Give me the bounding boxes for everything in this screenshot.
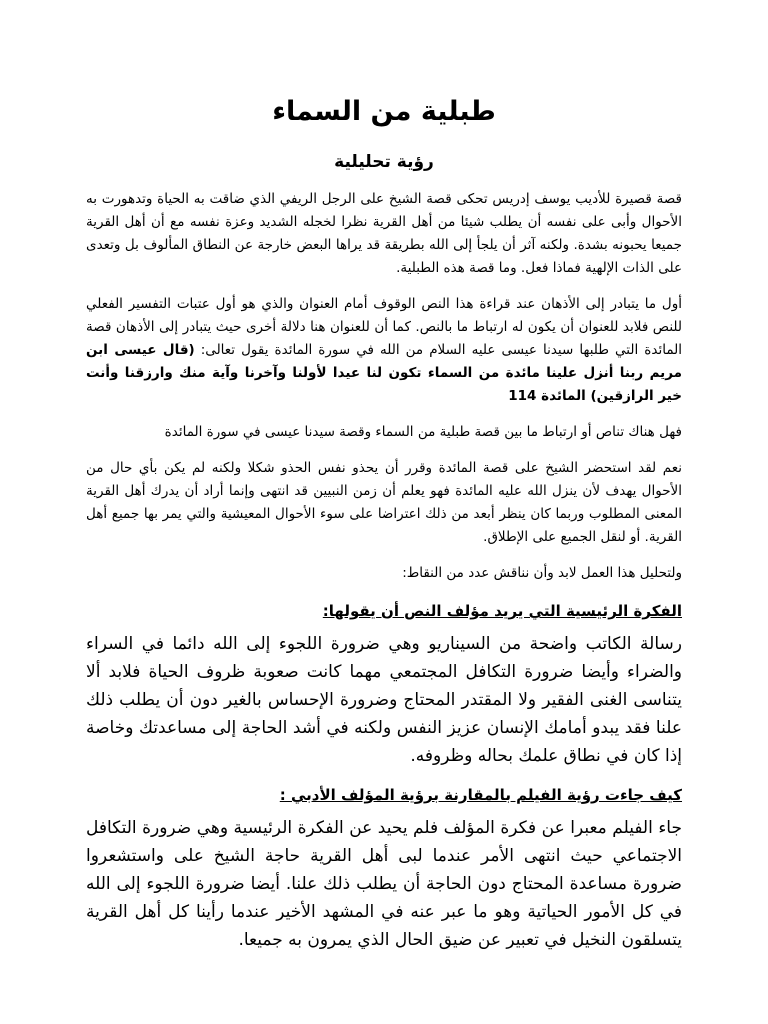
section-body-film-comparison: جاء الفيلم معبرا عن فكرة المؤلف فلم يحيد عن الفكرة الرئيسية وهي ضرورة التكافل الاجتماعي حيث انتهى الأمر عندما لبى أهل القرية حاجة الشيخ على واستشعروا ضرورة مساعدة المحتاج دون الحاجة أن يطلب ذلك علنا. أيضا ضرورة اللجوء إلى الله في كل الأمور الحياتية وهو ما عبر عنه في المشهد الأخير عندما رأينا كل أهل القرية يتسلقون النخيل في تعبير عن ضيق الحال الذي يمرون به جميعا. xyxy=(86,818,682,950)
analysis-intro: ولتحليل هذا العمل لابد وأن نناقش عدد من النقاط: xyxy=(402,565,682,581)
section-body-main-idea: رسالة الكاتب واضحة من السيناريو وهي ضرورة اللجوء إلى الله دائما في السراء والضراء وأيضا ضرورة التكافل المجتمعي مهما كانت صعوبة ظروف الحياة فلابد ألا يتناسى الغنى الفقير ولا المقتدر المحتاج وضرورة الإحساس بالغير دون أن يطلب ذلك علنا فقد يبدو أمامك الإنسان عزيز النفس ولكنه في أشد الحاجة إلى مساعدتك وخاصة إذا كان في نطاق علمك بحاله وظروفه. xyxy=(86,634,682,766)
quran-verse-quote: (قال عيسى ابن مريم ربنا أنزل علينا مائدة من السماء تكون لنا عيدا لأولنا وآخرنا وآية منك وارزقنا وأنت خير الرازقين) المائدة 114 xyxy=(86,342,682,404)
section-heading-film-comparison: كيف جاءت رؤية الفيلم بالمقارنة برؤية المؤلف الأدبي : xyxy=(279,786,682,804)
answer-paragraph: نعم لقد استحضر الشيخ على قصة المائدة وقرر أن يحذو نفس الحذو شكلا ولكنه لم يكن بأي حال من الأحوال يهدف لأن ينزل الله عليه المائدة فهو يعلم أن زمن النبيين قد انتهى وإنما أراد أن يدرك أهل القرية المعنى المطلوب وربما كان ينظر أبعد من ذلك اعتراضا على سوء الأحوال المعيشية والتي يمر بها جميع أهل القرية. أو لنقل الجميع على الإطلاق. xyxy=(86,460,682,545)
title-meaning-text: أول ما يتبادر إلى الأذهان عند قراءة هذا النص الوقوف أمام العنوان والذي هو أول عتبات التفسير الفعلي للنص فلابد للعنوان أن يكون له ارتباط ما بالنص. كما أن للعنوان هنا دلالة أخرى حيث يتبادر إلى الأذهان قصة المائدة التي طلبها سيدنا عيسى عليه السلام من الله في سورة المائدة يقول تعالى: xyxy=(86,296,682,358)
document-title: طبلية من السماء xyxy=(272,96,496,127)
intertext-question: فهل هناك تناص أو ارتباط ما بين قصة طبلية من السماء وقصة سيدنا عيسى في سورة المائدة xyxy=(164,424,682,440)
document-subtitle: رؤية تحليلية xyxy=(334,152,434,172)
section-heading-main-idea: الفكرة الرئيسية التي يريد مؤلف النص أن يقولها: xyxy=(322,602,682,620)
title-meaning-paragraph xyxy=(86,293,682,408)
intro-paragraph: قصة قصيرة للأديب يوسف إدريس تحكى قصة الشيخ على الرجل الريفي الذي ضاقت به الحياة وتدهورت به الأحوال وأبى على نفسه أن يطلب شيئا من أهل القرية نظرا لخجله الشديد وعزة نفسه مع أن أهل القرية جميعا يحبونه بشدة. ولكنه آثر أن يلجأ إلى الله بطريقة قد يراها البعض خارجة عن النطاق المألوف بل وتعدى على الذات الإلهية فماذا فعل. وما قصة هذه الطبلية. xyxy=(86,191,682,276)
